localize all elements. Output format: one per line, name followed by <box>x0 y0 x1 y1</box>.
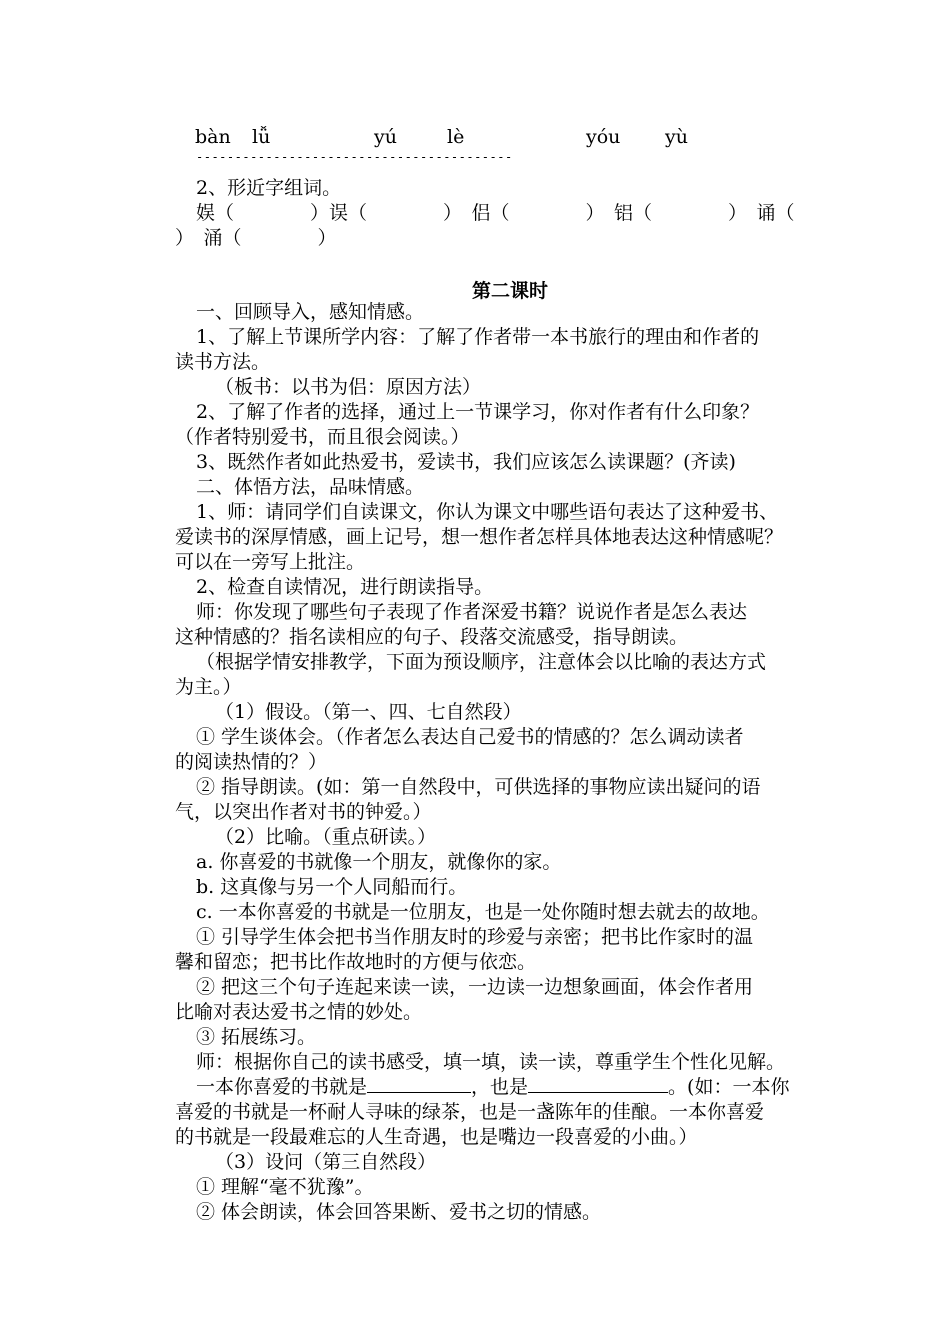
body-line: 2、了解了作者的选择，通过上一节课学习，你对作者有什么印象？ <box>196 401 760 423</box>
body-line: 可以在一旁写上批注。 <box>175 551 366 573</box>
dashed-divider: ----------------------------------------- <box>196 150 513 164</box>
body-line: （板书：以书为侣：原因方法） <box>215 376 482 398</box>
lesson-title: 第二课时 <box>471 280 548 302</box>
pinyin-le: lè <box>447 126 465 148</box>
body-line: ② 把这三个句子连起来读一读，一边读一边想象画面，体会作者用 <box>196 976 754 998</box>
body-line: a. 你喜爱的书就像一个朋友，就像你的家。 <box>196 851 562 873</box>
body-line: c. 一本你喜爱的书就是一位朋友，也是一处你随时想去就去的故地。 <box>196 901 770 923</box>
body-line: 为主。） <box>175 676 242 698</box>
body-line: ① 理解“毫不犹豫”。 <box>196 1176 374 1198</box>
fill-in-line <box>196 1075 789 1100</box>
body-line: ① 引导学生体会把书当作朋友时的珍爱与亲密；把书比作家时的温 <box>196 926 754 948</box>
fill-text-1: 一本你喜爱的书就是 <box>196 1076 368 1098</box>
body-line: 爱读书的深厚情感，画上记号，想一想作者怎样具体地表达这种情感呢？ <box>175 526 784 548</box>
pinyin-you: yóu <box>586 126 621 148</box>
body-line: 师：根据你自己的读书感受，填一填，读一读，尊重学生个性化见解。 <box>196 1051 786 1073</box>
body-line: ② 指导朗读。(如：第一自然段中，可供选择的事物应读出疑问的语 <box>196 776 761 798</box>
body-line: 的阅读热情的？） <box>175 751 328 773</box>
pinyin-yu: yú <box>374 126 397 148</box>
body-line: 二、体悟方法，品味情感。 <box>196 476 425 498</box>
body-line: 2、检查自读情况，进行朗读指导。 <box>196 576 494 598</box>
fill-blank-2 <box>528 1076 668 1093</box>
body-line: b. 这真像与另一个人同船而行。 <box>196 876 468 898</box>
body-line: 一、回顾导入，感知情感。 <box>196 301 425 323</box>
body-line: 气，以突出作者对书的钟爱。） <box>175 801 432 823</box>
pinyin-yu2: yù <box>665 126 688 148</box>
xingjin-row-2: ） 涌（ ） <box>175 227 337 249</box>
body-line: （作者特别爱书，而且很会阅读。） <box>175 426 470 448</box>
pinyin-lv: lǚ <box>252 126 271 148</box>
body-line: 馨和留恋；把书比作故地时的方便与依恋。 <box>175 951 537 973</box>
body-line: 比喻对表达爱书之情的妙处。 <box>175 1001 423 1023</box>
body-line: （根据学情安排教学，下面为预设顺序，注意体会以比喻的表达方式 <box>196 651 767 673</box>
pinyin-ban: bàn <box>195 126 231 148</box>
fill-blank-1 <box>367 1076 471 1093</box>
body-line: 这种情感的？指名读相应的句子、段落交流感受，指导朗读。 <box>175 626 689 648</box>
body-line: 3、既然作者如此热爱书，爱读书，我们应该怎么读课题？(齐读) <box>196 451 736 473</box>
body-line: ② 体会朗读，体会回答果断、爱书之切的情感。 <box>196 1201 602 1223</box>
body-line: （2）比喻。（重点研读。） <box>215 826 437 848</box>
fill-text-3: 。(如：一本你 <box>668 1076 790 1098</box>
body-line: 1、师：请同学们自读课文，你认为课文中哪些语句表达了这种爱书、 <box>196 501 779 523</box>
section-heading-xingjin: 2、形近字组词。 <box>196 177 342 199</box>
body-line: 的书就是一段最难忘的人生奇遇，也是嘴边一段喜爱的小曲。） <box>175 1126 698 1148</box>
body-line: ① 学生谈体会。（作者怎么表达自己爱书的情感的？怎么调动读者 <box>196 726 744 748</box>
fill-text-2: ，也是 <box>471 1076 529 1098</box>
body-line: 师：你发现了哪些句子表现了作者深爱书籍？说说作者是怎么表达 <box>196 601 748 623</box>
xingjin-row-1: 娱（ ）误（ ） 侣（ ） 铝（ ） 诵（ <box>196 202 795 224</box>
body-line: 1、了解上节课所学内容：了解了作者带一本书旅行的理由和作者的 <box>196 326 760 348</box>
body-line: 读书方法。 <box>175 351 271 373</box>
body-line: ③ 拓展练习。 <box>196 1026 317 1048</box>
body-line: （1）假设。（第一、四、七自然段） <box>215 701 522 723</box>
body-line: （3）设问（第三自然段） <box>215 1151 437 1173</box>
body-line: 喜爱的书就是一杯耐人寻味的绿茶，也是一盏陈年的佳酿。一本你喜爱 <box>175 1101 765 1123</box>
